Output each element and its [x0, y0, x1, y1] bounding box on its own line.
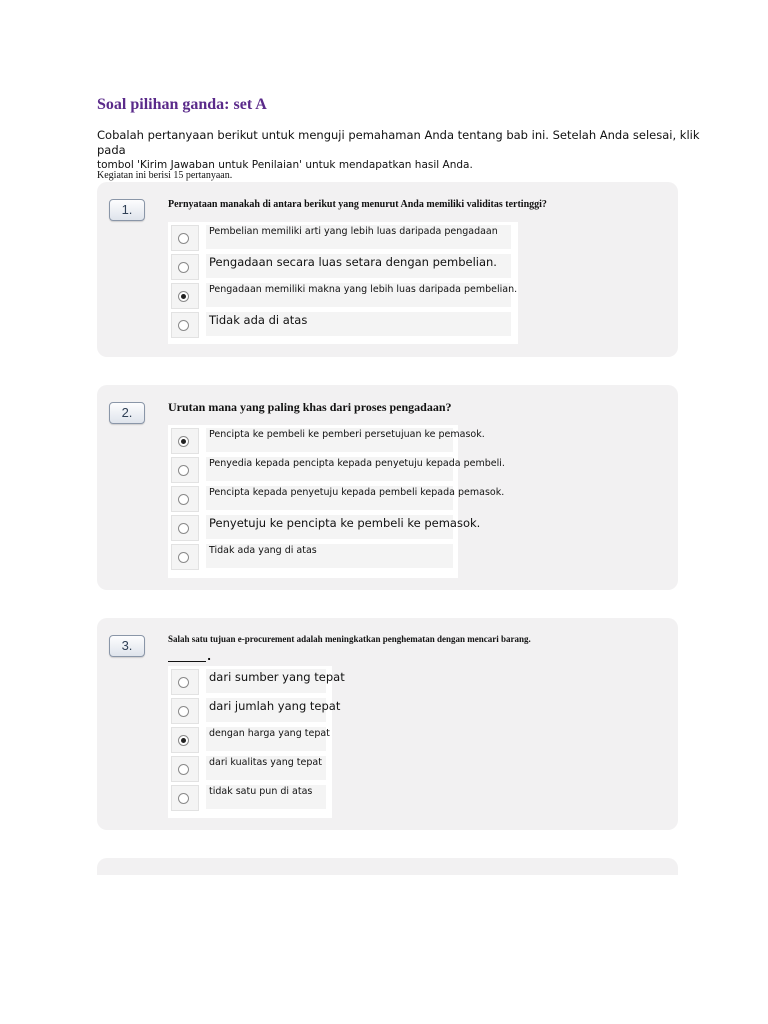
radio-cell: [171, 515, 199, 541]
radio-button-selected[interactable]: [178, 436, 189, 447]
radio-selected-dot: [181, 439, 186, 444]
radio-button[interactable]: [178, 233, 189, 244]
radio-button[interactable]: [178, 552, 189, 563]
question-number-badge: 3.: [109, 635, 145, 657]
option-row[interactable]: [168, 223, 518, 251]
option-row[interactable]: [168, 754, 332, 782]
radio-selected-dot: [181, 738, 186, 743]
option-list: [168, 666, 345, 818]
radio-cell: [171, 544, 199, 570]
option-label-cell: [206, 669, 345, 693]
option-label-cell: [206, 428, 485, 452]
radio-button-selected[interactable]: [178, 735, 189, 746]
option-list: [168, 425, 505, 578]
option-label: tidak satu pun di atas: [209, 786, 313, 797]
option-row[interactable]: [168, 455, 505, 483]
radio-cell: [171, 457, 199, 483]
option-row[interactable]: [168, 281, 518, 309]
question-card-2: [97, 385, 678, 590]
radio-button[interactable]: [178, 764, 189, 775]
radio-button[interactable]: [178, 523, 189, 534]
question-number-badge: 1.: [109, 199, 145, 221]
option-label-cell: [206, 515, 481, 539]
option-row[interactable]: [168, 696, 341, 724]
radio-button[interactable]: [178, 465, 189, 476]
radio-cell: [171, 727, 199, 753]
answer-blank-suffix: .: [207, 650, 212, 663]
radio-cell: [171, 225, 199, 251]
option-label: Pengadaan secara luas setara dengan pembelian.: [209, 255, 497, 269]
question-text: Salah satu tujuan e-procurement adalah meningkatkan penghematan dengan mencari barang.: [168, 634, 531, 644]
option-label-cell: [206, 544, 453, 568]
question-number-badge: 2.: [109, 402, 145, 424]
option-label-cell: [206, 785, 326, 809]
radio-button[interactable]: [178, 677, 189, 688]
radio-cell: [171, 669, 199, 695]
radio-cell: [171, 486, 199, 512]
radio-button[interactable]: [178, 262, 189, 273]
intro-line-2: tombol 'Kirim Jawaban untuk Penilaian' untuk mendapatkan hasil Anda.: [97, 159, 473, 171]
option-label: dari jumlah yang tepat: [209, 699, 341, 713]
radio-selected-dot: [181, 294, 186, 299]
radio-button[interactable]: [178, 494, 189, 505]
option-row[interactable]: [168, 725, 332, 753]
option-label: Pencipta kepada penyetuju kepada pembeli kepada pemasok.: [209, 487, 505, 498]
radio-cell: [171, 312, 199, 338]
option-label: dengan harga yang tepat: [209, 728, 330, 739]
option-label: Tidak ada di atas: [209, 313, 308, 327]
option-label-cell: [206, 756, 326, 780]
option-label: Tidak ada yang di atas: [209, 545, 317, 556]
radio-cell: [171, 428, 199, 454]
option-label: dari sumber yang tepat: [209, 670, 345, 684]
option-label: Pengadaan memiliki makna yang lebih luas daripada pembelian.: [209, 284, 518, 295]
radio-cell: [171, 283, 199, 309]
option-label: Penyetuju ke pencipta ke pembeli ke pemasok.: [209, 516, 481, 530]
question-card-3: [97, 618, 678, 830]
option-label-cell: [206, 457, 505, 481]
radio-cell: [171, 785, 199, 811]
radio-button[interactable]: [178, 793, 189, 804]
radio-button[interactable]: [178, 706, 189, 717]
option-list: [168, 222, 518, 344]
page-title: Soal pilihan ganda: set A: [97, 96, 267, 113]
question-count: Kegiatan ini berisi 15 pertanyaan.: [97, 170, 233, 181]
option-label-cell: [206, 727, 330, 751]
option-row[interactable]: [168, 252, 518, 280]
option-row[interactable]: [168, 513, 481, 541]
intro-line-1: Cobalah pertanyaan berikut untuk menguji pemahaman Anda tentang bab ini. Setelah Anda selesai, klik pada: [97, 128, 700, 157]
answer-blank-line: [168, 661, 206, 662]
radio-button[interactable]: [178, 320, 189, 331]
radio-cell: [171, 254, 199, 280]
option-row[interactable]: [168, 310, 518, 338]
option-label-cell: [206, 225, 511, 249]
intro-text: [97, 128, 722, 173]
option-label: Pembelian memiliki arti yang lebih luas daripada pengadaan: [209, 226, 498, 237]
radio-cell: [171, 698, 199, 724]
question-text: Urutan mana yang paling khas dari proses pengadaan?: [168, 400, 452, 414]
radio-button-selected[interactable]: [178, 291, 189, 302]
radio-cell: [171, 756, 199, 782]
option-row[interactable]: [168, 783, 332, 811]
option-label-cell: [206, 254, 511, 278]
option-row[interactable]: [168, 667, 345, 695]
option-label-cell: [206, 486, 505, 510]
option-row[interactable]: [168, 484, 505, 512]
option-row[interactable]: [168, 426, 485, 454]
option-row[interactable]: [168, 542, 458, 570]
option-label: Penyedia kepada pencipta kepada penyetuju kepada pembeli.: [209, 458, 505, 469]
question-card-4-partial: [97, 858, 678, 875]
option-label-cell: [206, 312, 511, 336]
option-label-cell: [206, 283, 518, 307]
question-card-1: [97, 182, 678, 357]
option-label-cell: [206, 698, 341, 722]
option-label: dari kualitas yang tepat: [209, 757, 322, 768]
option-label: Pencipta ke pembeli ke pemberi persetujuan ke pemasok.: [209, 429, 485, 440]
question-text: Pernyataan manakah di antara berikut yang menurut Anda memiliki validitas tertinggi?: [168, 199, 547, 210]
